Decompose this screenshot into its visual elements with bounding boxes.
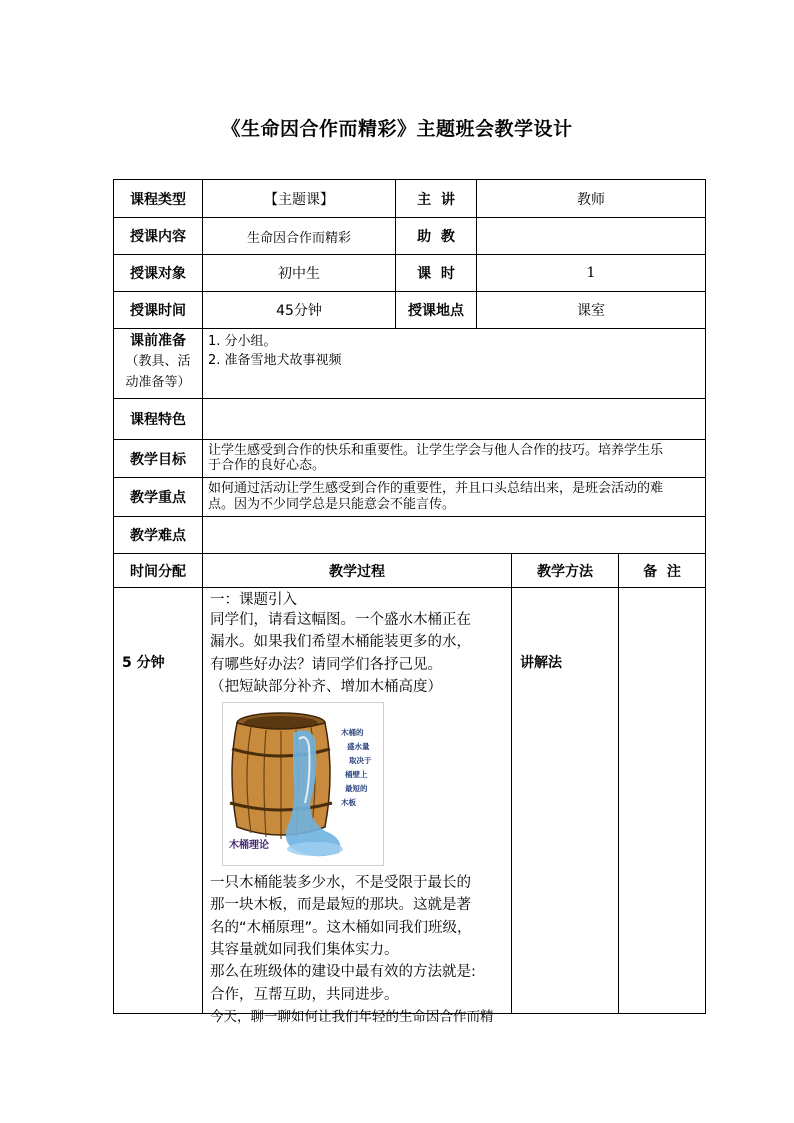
barrel-side-text: 盛水量 — [347, 742, 370, 752]
process-line: 合作，互帮互助，共同进步。 — [210, 986, 399, 1003]
content-label: 授课内容 — [130, 229, 186, 245]
header-process: 教学过程 — [329, 563, 385, 580]
barrel-side-text: 木桶的 — [341, 728, 364, 738]
barrel-caption: 木桶理论 — [229, 839, 269, 851]
hours-value: 1 — [586, 265, 596, 281]
audience-label: 授课对象 — [130, 266, 186, 282]
goal-text — [208, 443, 700, 473]
goal-line: 让学生感受到合作的快乐和重要性。让学生学会与他人合作的技巧。培养学生乐 — [208, 443, 664, 458]
assistant-label: 助 教 — [417, 229, 455, 245]
features-label: 课程特色 — [130, 412, 186, 428]
course-type-label: 课程类型 — [130, 191, 186, 208]
audience-value: 初中生 — [278, 266, 320, 282]
key-point-text — [208, 481, 700, 513]
key-point-label: 教学重点 — [130, 490, 186, 506]
prep-list — [208, 332, 342, 370]
process-note — [620, 590, 704, 612]
goal-line: 于合作的良好心态。 — [208, 458, 326, 473]
key-point-line: 如何通过活动让学生感受到合作的重要性，并且口头总结出来，是班会活动的难 — [208, 481, 664, 496]
process-line: 名的“木桶原理”。这木桶如同我们班级， — [210, 919, 472, 936]
process-line: 今天，聊一聊如何让我们年轻的生命因合作而精 — [210, 1008, 494, 1025]
difficulty-value — [203, 517, 705, 553]
process-line: 一：课题引入 — [210, 592, 297, 608]
features-value — [203, 399, 705, 439]
key-point-line: 点。因为不少同学总是只能意会不能言传。 — [208, 497, 456, 512]
duration-label: 授课时间 — [130, 303, 186, 319]
process-line: （把短缺部分补齐、增加木桶高度） — [210, 678, 442, 695]
course-type-value: 【主题课】 — [264, 191, 334, 208]
process-line: 有哪些好办法？请同学们各抒己见。 — [210, 656, 442, 673]
list-item: 1. 分小组。 — [208, 334, 277, 349]
prep-sublabel-1: （教具、活 — [125, 354, 191, 369]
header-note: 备 注 — [643, 563, 681, 580]
hours-label: 课 时 — [417, 266, 455, 282]
duration-value: 45分钟 — [276, 303, 322, 319]
header-time: 时间分配 — [130, 563, 186, 580]
process-method: 讲解法 — [520, 655, 562, 671]
lecturer-label: 主 讲 — [417, 191, 455, 208]
barrel-image — [222, 702, 384, 866]
barrel-side-text: 木板 — [341, 798, 356, 808]
lecturer-value: 教师 — [577, 191, 605, 208]
goal-label: 教学目标 — [130, 451, 186, 468]
process-line: 漏水。如果我们希望木桶能装更多的水， — [210, 634, 471, 651]
page-title: 《生命因合作而精彩》主题班会教学设计 — [221, 118, 573, 140]
header-method: 教学方法 — [537, 563, 593, 580]
barrel-side-text: 最短的 — [345, 784, 368, 794]
list-item: 2. 准备雪地犬故事视频 — [208, 353, 342, 368]
barrel-side-text: 桶壁上 — [345, 770, 368, 780]
process-line: 那一块木板，而是最短的那块。这就是著 — [210, 897, 471, 914]
location-label: 授课地点 — [408, 303, 464, 319]
prep-sublabel-2: 动准备等） — [125, 375, 191, 390]
process-line: 一只木桶能装多少水，不是受限于最长的 — [210, 875, 471, 892]
prep-label: 课前准备 — [130, 333, 186, 349]
content-value: 生命因合作而精彩 — [246, 230, 351, 246]
assistant-value — [477, 218, 705, 254]
difficulty-label: 教学难点 — [130, 528, 186, 544]
process-time: 5 分钟 — [122, 655, 165, 671]
process-line: 同学们，请看这幅图。一个盛水木桶正在 — [210, 612, 471, 628]
process-line: 那么在班级体的建设中最有效的方法就是: — [210, 964, 476, 981]
barrel-side-text: 取决于 — [349, 756, 372, 766]
location-value: 课室 — [577, 303, 605, 319]
process-text — [210, 591, 510, 1028]
process-line: 其容量就如同我们集体实力。 — [210, 942, 399, 959]
prep-label-block — [114, 331, 202, 397]
